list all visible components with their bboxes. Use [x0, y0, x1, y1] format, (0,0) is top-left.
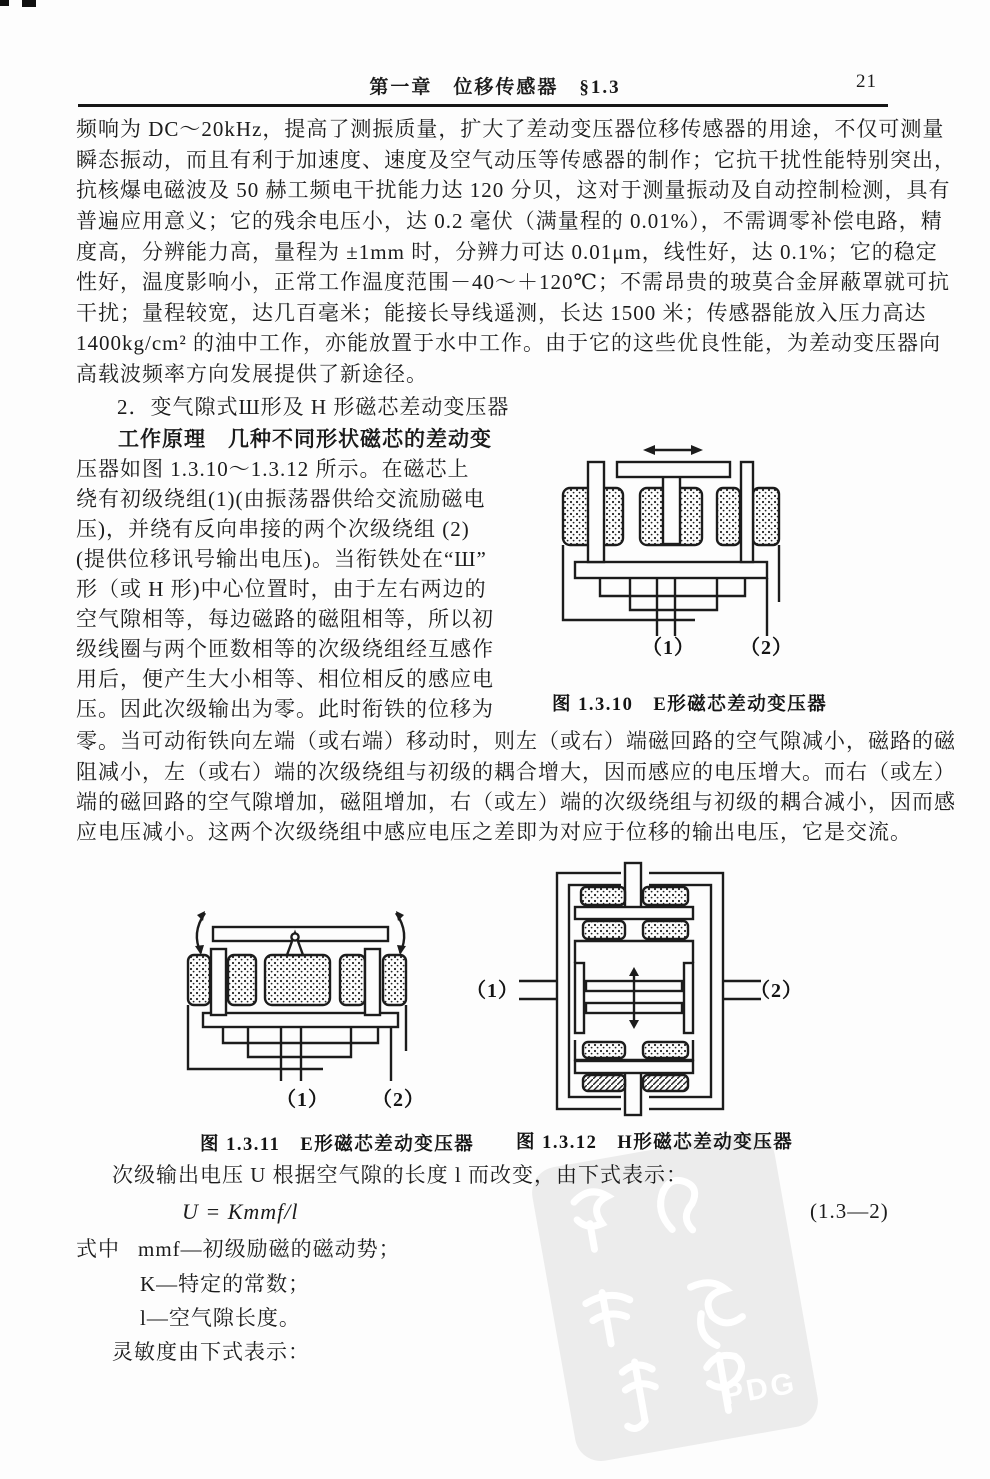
- fig10-lead-label-1: （1）: [642, 637, 695, 659]
- left-column-line: 空气隙相等，每边磁路的磁阻相等，所以初: [76, 607, 494, 631]
- left-column-line: 压。因此次级输出为零。此时衔铁的位移为: [76, 697, 494, 721]
- fig11-lead-label-2: （2）: [372, 1089, 425, 1111]
- body-line: 度高，分辨能力高，量程为 ±1mm 时，分辨力可达 0.01μm，线性好，达 0.1%；它的稳定: [76, 240, 938, 264]
- fig11-lead-label-1: （1）: [276, 1089, 329, 1111]
- scan-artifact: [0, 0, 9, 6]
- body-line: 频响为 DC～20kHz，提高了测振质量，扩大了差动变压器位移传感器的用途，不仅可测量: [76, 117, 945, 141]
- where-term-l: l—空气隙长度。: [140, 1306, 301, 1330]
- sensitivity-intro-line: 灵敏度由下式表示：: [112, 1340, 310, 1364]
- equation-number: (1.3—2): [810, 1199, 889, 1223]
- body-line: 普遍应用意义；它的残余电压小，达 0.2 毫伏（满量程的 0.01%），不需调零补偿电路，精: [76, 209, 943, 233]
- body-line: 端的磁回路的空气隙增加，磁阻增加，右（或左）端的次级绕组与初级的耦合减小，因而感: [76, 790, 956, 814]
- left-column-line: (提供位移讯号输出电压)。当衔铁处在“Ш”: [76, 547, 487, 571]
- page-header-title: 第一章 位移传感器 §1.3: [369, 77, 621, 98]
- left-column-line: 工作原理 几种不同形状磁芯的差动变: [118, 427, 492, 451]
- body-line: 瞬态振动，而且有利于加速度、速度及空气动压等传感器的制作；它抗干扰性能特别突出，: [76, 148, 956, 172]
- fig12-caption: 图 1.3.12 H形磁芯差动变压器: [516, 1133, 794, 1153]
- equation-u-kmmf-l: U = Kmmf/l: [182, 1199, 299, 1224]
- left-column-line: 级线圈与两个匝数相等的次级绕组经互感作: [76, 637, 494, 661]
- where-term-mmf: mmf—初级励磁的磁动势；: [138, 1237, 401, 1261]
- body-line: 抗核爆电磁波及 50 赫工频电干扰能力达 120 分贝，这对于测量振动及自动控制检测，具有: [76, 178, 951, 202]
- body-line: 阻减小，左（或右）端的次级绕组与初级的耦合增大，因而感应的电压增大。而右（或左）: [76, 760, 956, 784]
- fig10-lead-label-2: （2）: [740, 637, 793, 659]
- body-line: 高载波频率方向发展提供了新途径。: [76, 362, 428, 386]
- section-heading: 2．变气隙式Ш形及 H 形磁芯差动变压器: [117, 395, 510, 419]
- where-term-k: K—特定的常数；: [140, 1272, 311, 1296]
- body-line: 1400kg/cm² 的油中工作，亦能放置于水中工作。由于它的这些优良性能，为差动变压器向: [76, 331, 942, 355]
- where-clause-line: [76, 1237, 401, 1261]
- header-rule: [78, 104, 888, 107]
- formula-intro-line: 次级输出电压 U 根据空气隙的长度 l 而改变，由下式表示：: [112, 1163, 688, 1187]
- figure-e-core-transformer-2: [183, 901, 418, 1113]
- fig12-lead-label-1: （1）: [466, 980, 519, 1002]
- left-column-line: 用后，便产生大小相等、相位相反的感应电: [76, 667, 494, 691]
- left-column-line: 压)，并绕有反向串接的两个次级绕组 (2): [76, 517, 470, 541]
- fig12-lead-label-2: （2）: [750, 980, 803, 1002]
- page-number: 21: [856, 71, 877, 92]
- fig10-caption: 图 1.3.10 E形磁芯差动变压器: [552, 695, 828, 715]
- watermark-pdg-text: PDG: [720, 1366, 800, 1412]
- figure-e-core-transformer-1: [545, 440, 815, 652]
- body-line: 性好，温度影响小，正常工作温度范围－40～＋120℃；不需昂贵的玻莫合金屏蔽罩就可抗: [76, 270, 950, 294]
- body-line: 干扰；量程较宽，达几百毫米；能接长导线遥测，长达 1500 米；传感器能放入压力高达: [76, 301, 927, 325]
- left-column-line: 压器如图 1.3.10～1.3.12 所示。在磁芯上: [76, 457, 470, 481]
- left-column-line: 形（或 H 形)中心位置时，由于左右两边的: [76, 577, 487, 601]
- left-column-line: 绕有初级绕组(1)(由振荡器供给交流励磁电: [76, 487, 486, 511]
- where-prefix: 式中: [76, 1237, 120, 1261]
- fig11-caption: 图 1.3.11 E形磁芯差动变压器: [200, 1135, 475, 1155]
- scan-artifact: [22, 0, 36, 7]
- body-line: 零。当可动衔铁向左端（或右端）移动时，则左（或右）端磁回路的空气隙减小，磁路的磁: [76, 729, 956, 753]
- body-line: 应电压减小。这两个次级绕组中感应电压之差即为对应于位移的输出电压，它是交流。: [76, 820, 912, 844]
